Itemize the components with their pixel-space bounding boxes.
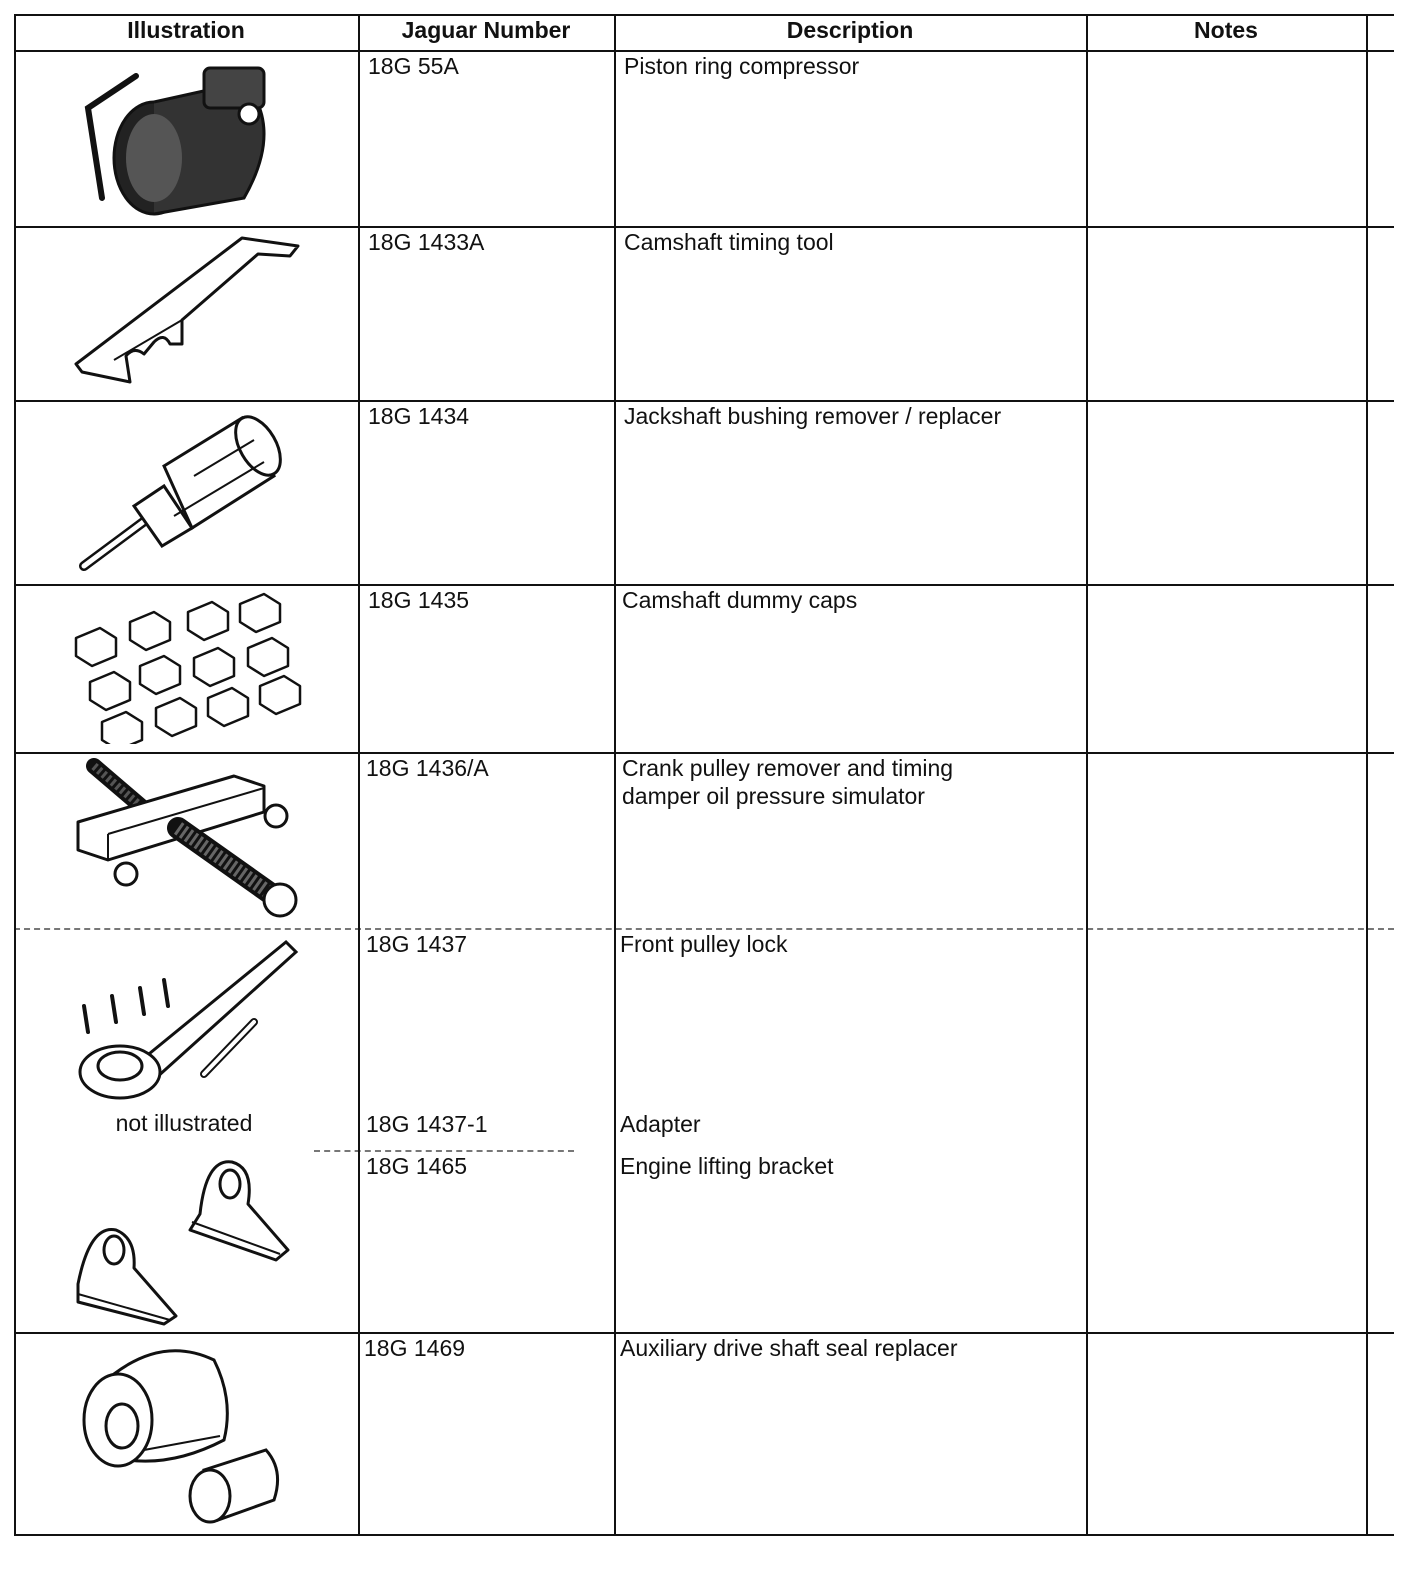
part-number: 18G 1465 xyxy=(366,1153,468,1179)
part-description: Auxiliary drive shaft seal replacer xyxy=(620,1335,958,1361)
header-jaguar-number: Jaguar Number xyxy=(401,17,571,43)
part-number: 18G 1436/A xyxy=(366,755,489,781)
part-description: Piston ring compressor xyxy=(624,53,860,79)
part-number: 18G 1434 xyxy=(368,403,470,429)
part-description: Camshaft timing tool xyxy=(624,229,834,255)
piston-ring-compressor-icon xyxy=(74,58,314,218)
part-number: 18G 1437 xyxy=(366,931,468,957)
header-description: Description xyxy=(786,17,914,43)
special-tools-table xyxy=(14,14,1394,1574)
part-number: 18G 55A xyxy=(368,53,459,79)
part-description: Adapter xyxy=(620,1111,701,1137)
part-description-line1: Crank pulley remover and timing xyxy=(622,755,954,781)
seal-replacer-icon xyxy=(74,1340,314,1526)
camshaft-timing-tool-icon xyxy=(74,232,314,392)
table-border-bottom xyxy=(14,1534,1394,1536)
part-description-line2: damper oil pressure simulator xyxy=(622,783,925,809)
column-divider xyxy=(614,14,616,1536)
part-number: 18G 1437-1 xyxy=(366,1111,488,1137)
header-illustration: Illustration xyxy=(127,17,245,43)
part-description: Front pulley lock xyxy=(620,931,788,957)
table-border-left xyxy=(14,14,16,1536)
camshaft-dummy-caps-icon xyxy=(70,592,310,744)
jackshaft-bushing-tool-icon xyxy=(74,406,314,578)
front-pulley-lock-icon xyxy=(74,932,314,1108)
part-number: 18G 1433A xyxy=(368,229,485,255)
part-number: 18G 1469 xyxy=(364,1335,466,1361)
part-description: Jackshaft bushing remover / replacer xyxy=(624,403,1002,429)
table-border-right xyxy=(1366,14,1368,1536)
part-number: 18G 1435 xyxy=(368,587,470,613)
not-illustrated-note: not illustrated xyxy=(115,1110,253,1136)
column-divider xyxy=(358,14,360,1536)
engine-lifting-bracket-icon xyxy=(70,1154,310,1326)
part-description: Engine lifting bracket xyxy=(620,1153,834,1179)
column-divider xyxy=(1086,14,1088,1536)
crank-pulley-remover-icon xyxy=(74,756,314,922)
header-notes: Notes xyxy=(1194,17,1258,43)
part-description: Camshaft dummy caps xyxy=(622,587,858,613)
